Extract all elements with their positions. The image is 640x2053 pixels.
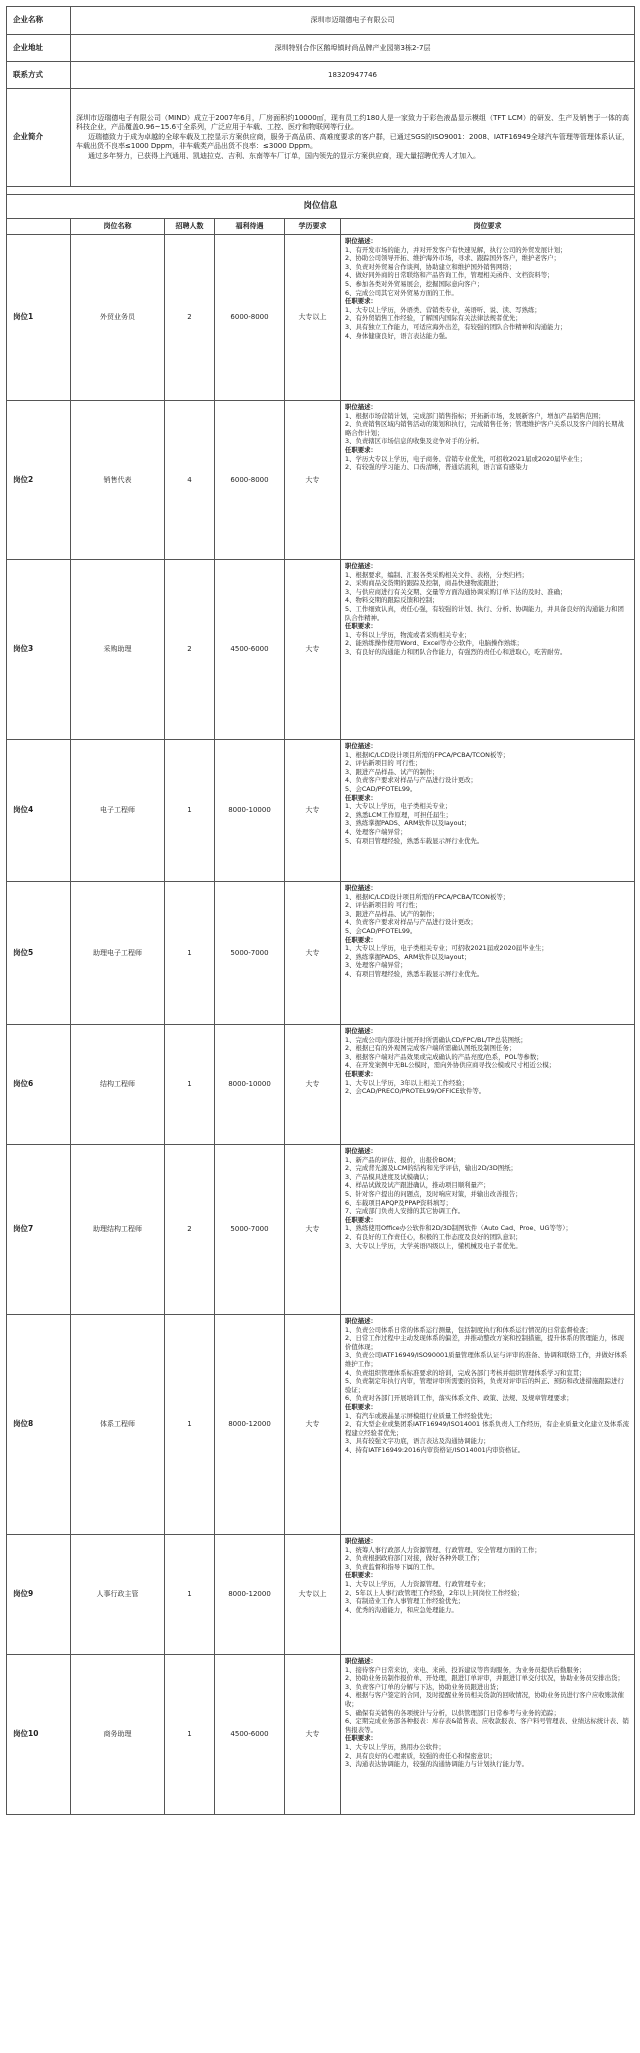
requirement-heading: 任职要求： (345, 935, 377, 944)
duty-heading: 职位描述： (345, 1147, 377, 1155)
position-education: 大专以上 (285, 1535, 341, 1655)
contact-label: 联系方式 (7, 62, 71, 89)
position-education: 大专 (285, 740, 341, 882)
duty-item: 4、负责客户要求对样品与产品进行设计更改； (345, 918, 477, 927)
position-row (7, 1655, 635, 1815)
requirement-heading: 任职要求： (345, 445, 377, 454)
duty-item: 1、有开发市场的能力，并对开发客户有快速见解，执行公司的外贸发展计划； (345, 245, 567, 254)
position-row (7, 740, 635, 882)
recruitment-sheet (6, 6, 634, 1815)
requirement-item: 1、大专以上学历，电子类相关专业； (345, 802, 452, 811)
duty-item: 3、负责公司IATF16949/ISO90001质量管理体系认证与评审的准备、协调和联络工作，并做好体系维护工作； (345, 1351, 628, 1368)
intro-paragraph: 迈瑞德致力于成为卓越的全球车载及工控显示方案供应商，服务于高品质、高难度要求的客户群，已通过SGS的ISO9001：2008、IATF16949全球汽车管理等管理体系认证，车载出货不良率≤1000 Dppm，非车载类产品出货不良率：≤3000 Dppm。 (76, 132, 630, 151)
requirement-item: 2、有较强的学习能力、口齿清晰，普通话流利，语言富有感染力 (345, 463, 529, 472)
requirement-item: 4、持有IATF16949:2016内审资格证/ISO14001内审资格证。 (345, 1445, 525, 1454)
requirement-heading: 任职要求： (345, 1734, 377, 1743)
spacer-row (7, 187, 635, 195)
position-education: 大专 (285, 1655, 341, 1815)
requirement-item: 2、有大型企业或集团系IATF16949/ISO14001 体系负责人工作经历，有企业质量文化建立及体系流程建立经验者优先； (345, 1420, 630, 1437)
position-requirements (341, 882, 635, 1025)
position-id: 岗位6 (7, 1025, 71, 1145)
position-title: 体系工程师 (71, 1315, 165, 1535)
position-salary: 5000-7000 (215, 1145, 285, 1315)
contact-row (7, 62, 635, 89)
position-title: 助理电子工程师 (71, 882, 165, 1025)
duty-item: 1、负责公司体系日常的体系运行测量，包括制度执行和体系运行情况的日常监督检查； (345, 1325, 592, 1334)
col-header-title: 岗位名称 (71, 219, 165, 235)
duty-item: 3、负责对外贸易合作谈判，协助建立和维护国外销售网络； (345, 262, 516, 271)
position-salary: 5000-7000 (215, 882, 285, 1025)
duty-item: 2、完成背光源及LCM的结构和光学评估，输出2D/3D图纸； (345, 1164, 517, 1173)
col-header-count: 招聘人数 (165, 219, 215, 235)
company-name-row (7, 7, 635, 35)
requirement-heading: 任职要求： (345, 793, 377, 802)
duty-item: 1、根据IC/LCD设计项目所需的FPCA/PCBA/TCON板等； (345, 892, 510, 901)
position-salary: 8000-12000 (215, 1535, 285, 1655)
requirement-item: 2、有外贸销售工作经验，了解国内国际有关法律法规者优先； (345, 314, 522, 323)
requirement-item: 1、大专以上学历，人力资源管理、行政管理专业； (345, 1579, 490, 1588)
requirement-item: 2、会CAD/PRECO/PROTEL99/OFFICE软件等。 (345, 1087, 486, 1096)
position-headcount: 1 (165, 1315, 215, 1535)
requirement-item: 3、有制造业工作人事管理工作经验优先； (345, 1597, 465, 1606)
position-title: 助理结构工程师 (71, 1145, 165, 1315)
duty-item: 1、接待客户日常来访，来电、来函、投诉建议等咨询服务，为业务员提供后勤服务； (345, 1665, 586, 1674)
duty-item: 5、会CAD/PFOTEL99。 (345, 784, 417, 793)
duty-item: 4、做好同外商的日常联络和产品咨询工作，管理相关函件、文档资料等； (345, 271, 554, 280)
requirement-item: 4、有项目管理经验，熟悉车载显示屏行业优先。 (345, 969, 484, 978)
requirement-item: 2、具有良好的心理素质，较强的责任心和保密意识； (345, 1751, 497, 1760)
column-header-row (7, 219, 635, 235)
position-requirements (341, 235, 635, 401)
position-headcount: 2 (165, 560, 215, 740)
requirement-heading: 任职要求： (345, 1571, 377, 1580)
position-headcount: 2 (165, 235, 215, 401)
position-row (7, 1535, 635, 1655)
duty-item: 1、根据IC/LCD设计项目所需的FPCA/PCBA/TCON板等； (345, 750, 510, 759)
duty-item: 2、评估新项目的 可行性； (345, 901, 422, 910)
requirement-item: 3、具有独立工作能力，可适应海外出差，有较强的团队合作精神和沟通能力； (345, 322, 567, 331)
position-requirements (341, 1655, 635, 1815)
position-salary: 8000-10000 (215, 1025, 285, 1145)
duty-item: 2、负责根据政府部门对接，做好各种外联工作； (345, 1554, 484, 1563)
duty-item: 2、日常工作过程中主动发现体系的偏差，并推动整改方案和控制措施，提升体系的管理能力，体现价值体现； (345, 1334, 624, 1351)
position-title: 商务助理 (71, 1655, 165, 1815)
duty-item: 1、新产品的评估、报价，出报价BOM； (345, 1155, 460, 1164)
duty-heading: 职位描述： (345, 1027, 377, 1035)
position-requirements (341, 1315, 635, 1535)
position-headcount: 1 (165, 1025, 215, 1145)
duty-item: 3、与供应商进行有关交期、交量等方面沟通协调采购订单下达的及时、准确； (345, 587, 567, 596)
jobs-section-title: 岗位信息 (7, 195, 635, 219)
position-id: 岗位1 (7, 235, 71, 401)
position-id: 岗位7 (7, 1145, 71, 1315)
position-headcount: 1 (165, 882, 215, 1025)
requirement-item: 1、学历大专以上学历，电子商务、营销专业优先，可招收2021届或2020届毕业生； (345, 454, 587, 463)
duty-item: 3、根据客户端对产品效果或完成确认的产品亮度/色系，POL等参数； (345, 1052, 543, 1061)
duty-heading: 职位描述： (345, 403, 377, 411)
duty-heading: 职位描述： (345, 1537, 377, 1545)
position-headcount: 1 (165, 1655, 215, 1815)
position-row (7, 1025, 635, 1145)
requirement-item: 3、大专以上学历，大学英语四级以上，懂机械及电子者优先。 (345, 1241, 522, 1250)
col-header-education: 学历要求 (285, 219, 341, 235)
position-title: 人事行政主管 (71, 1535, 165, 1655)
position-requirements (341, 401, 635, 560)
duty-heading: 职位描述： (345, 1657, 377, 1665)
duty-item: 6、车载项目APQP及PPAP资料填写； (345, 1198, 452, 1207)
requirement-item: 2、熟练掌握PADS、ARM软件以及layout； (345, 952, 471, 961)
intro-paragraph: 深圳市迈瑞德电子有限公司（MIND）成立于2007年6月，厂房面积约10000㎡，现有员工约180人是一家致力于彩色液晶显示模组（TFT LCM）的研发、生产及销售于一体的高科技企业，产品覆盖0.96~15.6寸全系列，广泛应用于车载、工控、医疗和物联网等行业。 (76, 113, 630, 132)
position-salary: 8000-10000 (215, 740, 285, 882)
duty-item: 5、工作细致认真，责任心强，有较强的计划、执行、分析、协调能力，并具备良好的沟通能力和团队合作精神。 (345, 604, 624, 622)
company-address-label: 企业地址 (7, 35, 71, 62)
position-id: 岗位2 (7, 401, 71, 560)
duty-item: 2、采购商品交货期的跟踪及控制，商品快速物流跟进； (345, 579, 503, 588)
duty-item: 6、负责对各部门开展培训工作，落实体系文件、政策、法规、及规章管理要求； (345, 1394, 573, 1403)
duty-item: 7、完成部门负责人安排的其它协调工作。 (345, 1207, 465, 1216)
position-requirements (341, 1025, 635, 1145)
position-id: 岗位8 (7, 1315, 71, 1535)
position-requirements (341, 1535, 635, 1655)
position-salary: 6000-8000 (215, 401, 285, 560)
position-id: 岗位4 (7, 740, 71, 882)
position-title: 采购助理 (71, 560, 165, 740)
duty-item: 5、参加各类对外贸易展会，挖掘国际意向客户； (345, 279, 484, 288)
requirement-item: 1、专科以上学历，物流或者采购相关专业； (345, 630, 471, 639)
requirement-heading: 任职要求： (345, 1402, 377, 1411)
duty-item: 6、定期完成业务部各种报表：库存表&销售表、应收款报表、客户料号管理表、业绩达标统计表、销售报表等。 (345, 1717, 629, 1734)
position-title: 外贸业务员 (71, 235, 165, 401)
position-headcount: 2 (165, 1145, 215, 1315)
position-salary: 8000-12000 (215, 1315, 285, 1535)
requirement-item: 1、熟练使用Office办公软件和2D/3D制图软件（Auto Cad、Proe、UG等等）； (345, 1224, 572, 1233)
requirement-item: 5、有项目管理经验，熟悉车载显示屏行业优先。 (345, 836, 484, 845)
requirement-item: 2、熟悉LCM工作原理，可担任届生； (345, 810, 453, 819)
company-address-value: 深圳特别合作区鹅埠镇时尚品牌产业园第3栋2-7层 (71, 35, 635, 62)
duty-item: 1、根据市场营销计划，完成部门销售指标；开拓新市场，发展新客户，增加产品销售范围； (345, 411, 605, 420)
duty-item: 5、针对客户提出的问题点，及时响应对策，并输出改善报告； (345, 1189, 522, 1198)
duty-heading: 职位描述： (345, 562, 377, 570)
position-education: 大专以上 (285, 235, 341, 401)
position-row (7, 560, 635, 740)
duty-item: 4、负责组织管理体系标准要求的培训，完成各部门考核并组织管理体系学习和宣贯； (345, 1368, 586, 1377)
duty-heading: 职位描述： (345, 884, 377, 892)
company-intro-label: 企业简介 (7, 89, 71, 187)
position-education: 大专 (285, 1145, 341, 1315)
requirement-item: 4、处理客户端异常； (345, 827, 407, 836)
position-title: 结构工程师 (71, 1025, 165, 1145)
position-headcount: 4 (165, 401, 215, 560)
position-row (7, 235, 635, 401)
position-row (7, 401, 635, 560)
duty-heading: 职位描述： (345, 237, 377, 245)
position-education: 大专 (285, 1025, 341, 1145)
position-id: 岗位3 (7, 560, 71, 740)
duty-item: 6、完成公司其它对外贸易方面的工作。 (345, 288, 458, 297)
position-title: 电子工程师 (71, 740, 165, 882)
requirement-heading: 任职要求： (345, 622, 377, 631)
requirement-item: 4、优秀的沟通能力，和应急处理能力。 (345, 1605, 458, 1614)
duty-item: 4、物料交期的跟踪反馈和控制； (345, 596, 439, 605)
contact-value: 18320947746 (71, 62, 635, 89)
position-id: 岗位9 (7, 1535, 71, 1655)
duty-item: 3、产品模具进度及试模确认； (345, 1172, 433, 1181)
position-education: 大专 (285, 1315, 341, 1535)
requirement-item: 1、大专以上学历，3年以上相关工作经验； (345, 1078, 469, 1087)
position-headcount: 1 (165, 1535, 215, 1655)
requirement-item: 1、有汽车或液晶显示屏模组行业质量工作经验优先； (345, 1411, 497, 1420)
col-header-salary: 福利待遇 (215, 219, 285, 235)
col-header-blank (7, 219, 71, 235)
position-row (7, 1145, 635, 1315)
duty-heading: 职位描述： (345, 1317, 377, 1325)
position-salary: 4500-6000 (215, 560, 285, 740)
position-education: 大专 (285, 401, 341, 560)
duty-item: 3、负责辖区市场信息的收集及竞争对手的分析。 (345, 437, 484, 446)
duty-heading: 职位描述： (345, 742, 377, 750)
company-address-row (7, 35, 635, 62)
position-education: 大专 (285, 560, 341, 740)
requirement-item: 2、5年以上人事行政管理工作经验，2年以上同岗位工作经验； (345, 1588, 524, 1597)
requirement-item: 1、大专以上学历，熟用办公软件； (345, 1742, 445, 1751)
duty-item: 5、负责制定年执行内审，管理评审所需要的资料，负责对评审后的纠正、预防和改进措施跟踪进行验证； (345, 1377, 624, 1394)
position-requirements (341, 740, 635, 882)
requirement-item: 3、熟练掌握PADS、ARM软件以及layout； (345, 819, 471, 828)
company-intro-text (71, 89, 635, 187)
duty-item: 1、完成公司内部设计展开时所需确认CD/FPC/BL/TP总装图纸； (345, 1035, 527, 1044)
position-education: 大专 (285, 882, 341, 1025)
requirement-heading: 任职要求： (345, 1069, 377, 1078)
duty-item: 4、在开发案例中无BL公模时，需向外协供应商寻找公模或尺寸相近公模； (345, 1061, 556, 1070)
duty-item: 2、协助公司领导开拓、维护海外市场，寻求、跟踪国外客户，维护老客户； (345, 254, 560, 263)
position-id: 岗位5 (7, 882, 71, 1025)
requirement-item: 3、有良好的沟通能力和团队合作能力，有强烈的责任心和进取心，吃苦耐劳。 (345, 647, 567, 656)
col-header-requirements: 岗位要求 (341, 219, 635, 235)
position-requirements (341, 1145, 635, 1315)
duty-item: 3、跟进产品样品、试产的制作； (345, 767, 439, 776)
duty-item: 2、负责销售区域内销售活动的策划和执行，完成销售任务；管理维护客户关系以及客户间的长期战略合作计划； (345, 420, 624, 437)
position-row (7, 882, 635, 1025)
intro-paragraph: 通过多年努力，已获得上汽通用、凯迪拉克、吉利、东南等车厂订单，国内领先的显示方案供应商，现大量招聘优秀人才加入。 (88, 151, 480, 160)
requirement-heading: 任职要求： (345, 1215, 377, 1224)
duty-item: 4、根据与客户签定的合同，及时提醒业务员相关货款的回收情况，协助业务员进行客户应收账款催收； (345, 1691, 624, 1708)
duty-item: 4、负责客户要求对样品与产品进行设计更改； (345, 776, 477, 785)
duty-item: 2、根据已有的外观图完成客户端所需确认图纸及制图任务； (345, 1044, 516, 1053)
requirement-item: 3、处理客户端异常； (345, 961, 407, 970)
duty-item: 2、评估新项目的 可行性； (345, 759, 422, 768)
duty-item: 4、样品试做及试产跟进确认，推动项目顺利量产； (345, 1181, 490, 1190)
position-salary: 6000-8000 (215, 235, 285, 401)
requirement-item: 2、能熟练操作使用Word、Excel等办公软件，电脑操作熟练； (345, 639, 524, 648)
duty-item: 3、负责客户订单的分解与下达，协助业务员跟进出货； (345, 1682, 503, 1691)
company-intro-row (7, 89, 635, 187)
duty-item: 2、协助业务员制作报价单、开处理，跟进订单评审，并跟进订单交付状况，协助业务员安排出货； (345, 1674, 624, 1683)
recruitment-table (6, 6, 635, 1815)
requirement-item: 3、沟通表达协调能力，较强的沟通协调能力与计划执行能力等。 (345, 1760, 529, 1769)
duty-item: 3、负责监督和指导下属的工作。 (345, 1562, 439, 1571)
position-row (7, 1315, 635, 1535)
duty-item: 3、跟进产品样品、试产的制作； (345, 909, 439, 918)
position-requirements (341, 560, 635, 740)
position-headcount: 1 (165, 740, 215, 882)
requirement-item: 4、身体健康良好，语言表达能力强。 (345, 331, 452, 340)
position-id: 岗位10 (7, 1655, 71, 1815)
duty-item: 5、会CAD/PFOTEL99。 (345, 926, 417, 935)
requirement-item: 2、有良好的工作责任心，积极的工作态度及良好的团队意识； (345, 1232, 522, 1241)
position-title: 销售代表 (71, 401, 165, 560)
company-name-value: 深圳市迈瑞德电子有限公司 (71, 7, 635, 35)
duty-item: 5、确保有关销售的各项统计与分析，以供管理部门日常参考与业务的追踪； (345, 1708, 560, 1717)
jobs-section-row (7, 195, 635, 219)
requirement-item: 3、具有较强文字功底，语言表达及沟通协调能力； (345, 1437, 490, 1446)
requirement-item: 1、大专以上学历，电子类相关专业；可招收2021届或2020届毕业生； (345, 944, 548, 953)
duty-item: 1、统筹人事行政部人力资源管理、行政管理、安全管理方面的工作； (345, 1545, 541, 1554)
company-name-label: 企业名称 (7, 7, 71, 35)
requirement-item: 1、大专以上学历，外语类、营销类专业，英语听、说、读、写熟练； (345, 305, 541, 314)
position-salary: 4500-6000 (215, 1655, 285, 1815)
duty-item: 1、根据要求，编制、汇报各类采购相关文件、表格，分类归档； (345, 570, 529, 579)
requirement-heading: 任职要求： (345, 297, 377, 306)
